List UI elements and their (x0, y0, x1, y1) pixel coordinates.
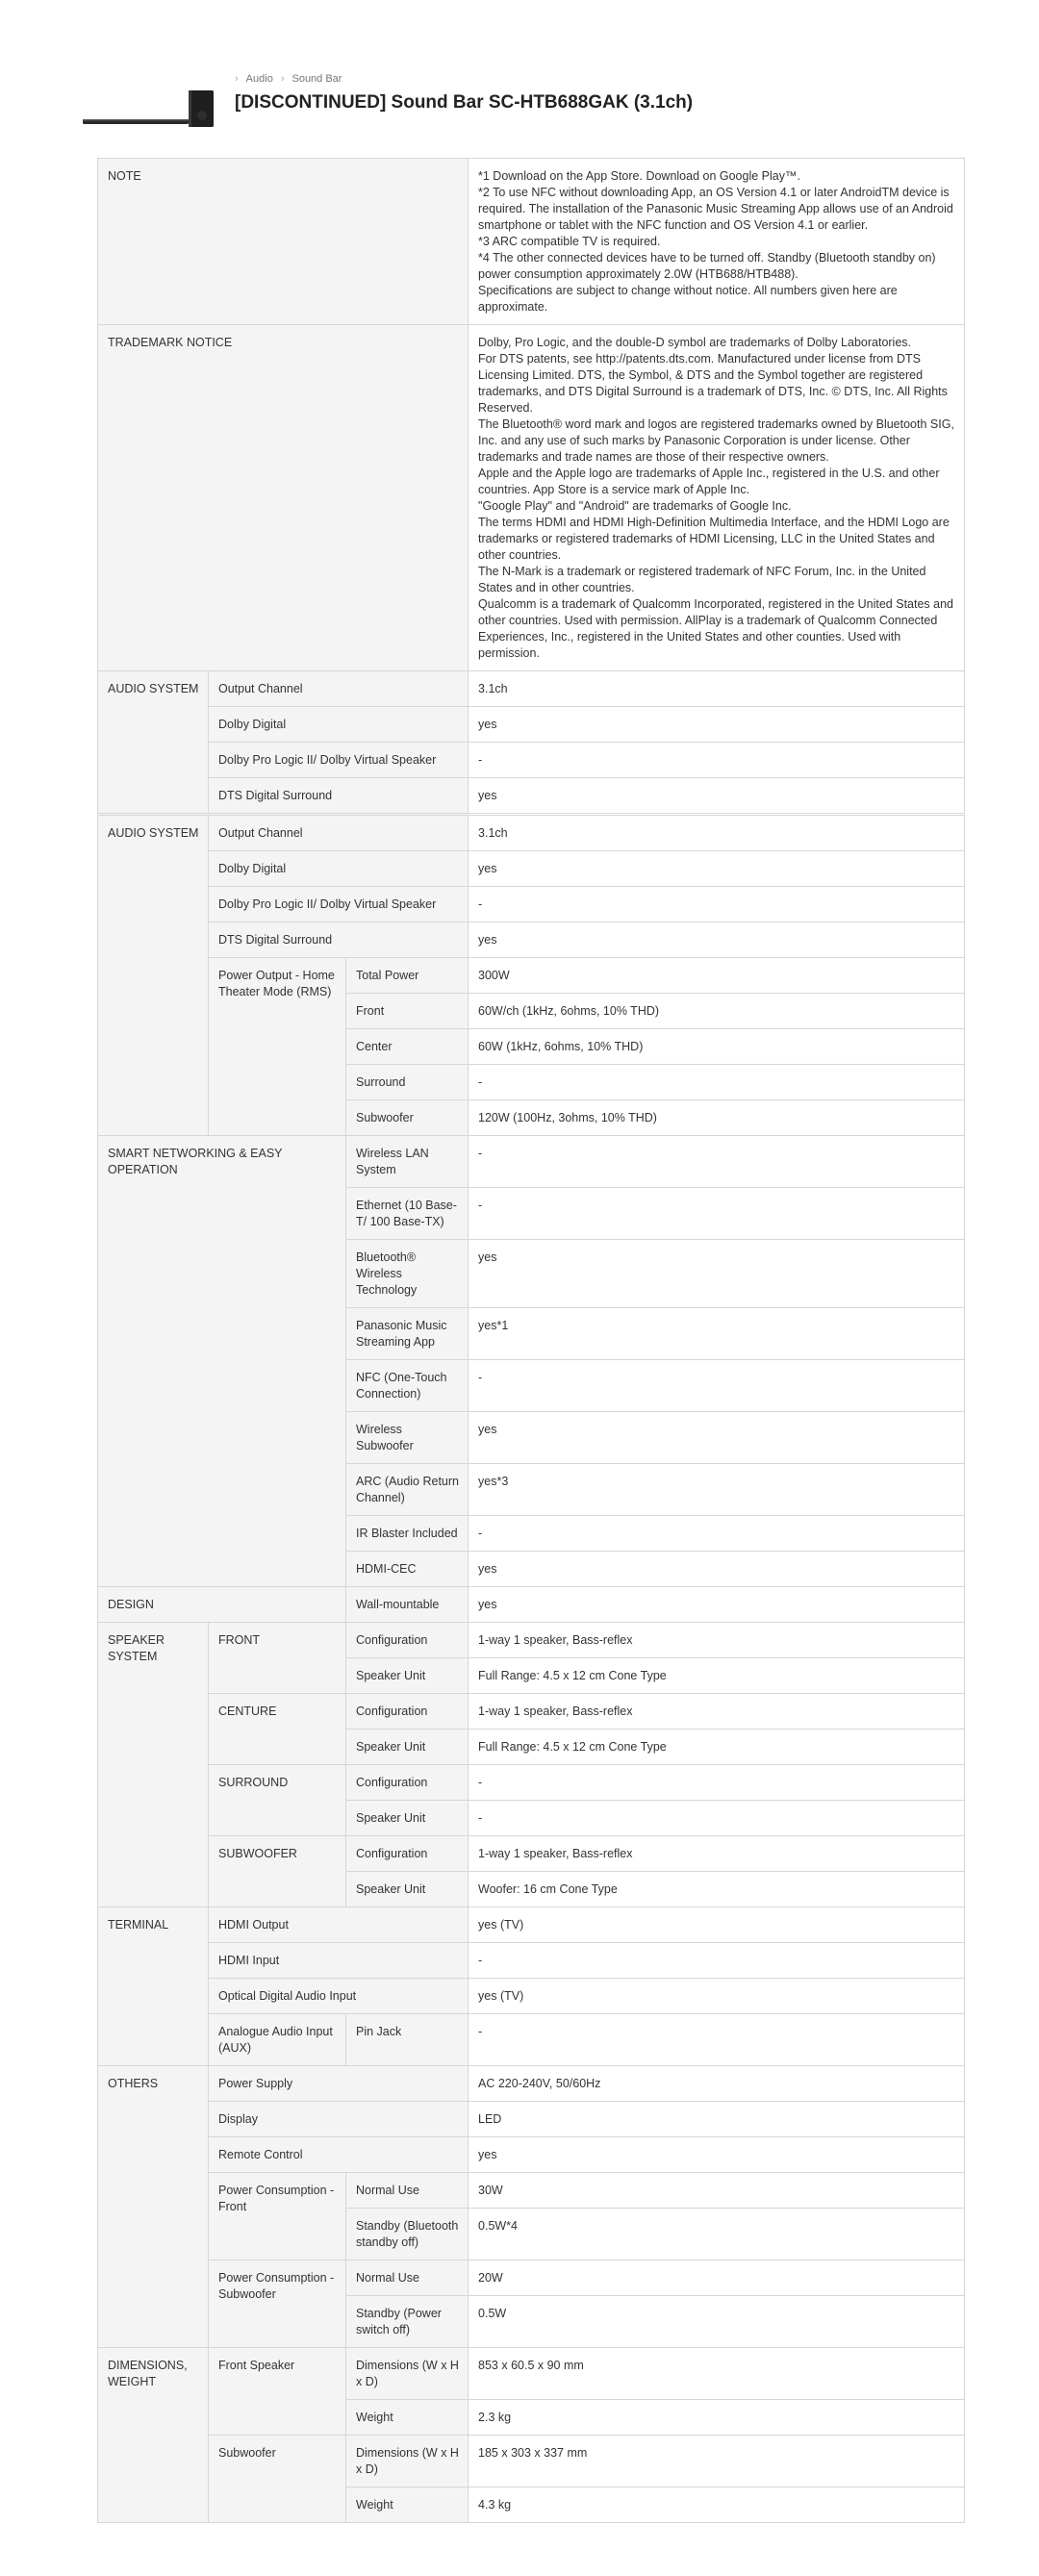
table-row (98, 2066, 965, 2102)
section-audio-system-2 (98, 815, 965, 1136)
row-label: Configuration (346, 1836, 469, 1872)
table-row (98, 1136, 965, 1188)
note-line: *3 ARC compatible TV is required. (478, 235, 661, 248)
trademark-line: "Google Play" and "Android" are trademarks of Google Inc. (478, 499, 792, 513)
table-row (98, 671, 965, 707)
row-value: - (469, 1765, 965, 1801)
row-value: - (469, 743, 965, 778)
row-value: 0.5W (469, 2296, 965, 2348)
subgroup-label: Power Output - Home Theater Mode (RMS) (209, 958, 346, 1136)
row-label: Configuration (346, 1765, 469, 1801)
note-value (469, 159, 965, 325)
row-label: Front (346, 994, 469, 1029)
row-value: 20W (469, 2260, 965, 2296)
row-value: yes (469, 851, 965, 887)
row-value: Woofer: 16 cm Cone Type (469, 1872, 965, 1907)
row-label: HDMI-CEC (346, 1552, 469, 1587)
table-row (98, 2260, 965, 2296)
row-label: Output Channel (209, 671, 469, 707)
section-terminal (98, 1907, 965, 2066)
table-row (98, 2137, 965, 2173)
row-value: yes (469, 1240, 965, 1308)
row-label: IR Blaster Included (346, 1516, 469, 1552)
row-value: - (469, 1188, 965, 1240)
subgroup-label: Subwoofer (209, 2436, 346, 2523)
table-row (98, 778, 965, 815)
row-value: 853 x 60.5 x 90 mm (469, 2348, 965, 2400)
trademark-line: Dolby, Pro Logic, and the double-D symbol are trademarks of Dolby Laboratories. (478, 336, 912, 349)
table-row (98, 1979, 965, 2014)
row-value: yes (469, 2137, 965, 2173)
row-value: - (469, 1136, 965, 1188)
row-label: Panasonic Music Streaming App (346, 1308, 469, 1360)
row-label: Weight (346, 2488, 469, 2523)
section-label: SMART NETWORKING & EASY OPERATION (98, 1136, 346, 1587)
section-label: SPEAKER SYSTEM (98, 1623, 209, 1907)
note-line: *4 The other connected devices have to be turned off. Standby (Bluetooth standby on) power consumption approximately 2.0W (HTB688/HTB488). (478, 251, 936, 281)
chevron-right-icon: › (235, 73, 239, 85)
table-row (98, 958, 965, 994)
row-value: - (469, 2014, 965, 2066)
row-value: LED (469, 2102, 965, 2137)
trademark-line: Qualcomm is a trademark of Qualcomm Incorporated, registered in the United States and other countries. Used with permission. AllPlay is a trademark of Qualcomm Connected Experiences, Inc., registered in the United States and other counties. Used with permission. (478, 597, 953, 660)
row-label: NFC (One-Touch Connection) (346, 1360, 469, 1412)
row-label: Speaker Unit (346, 1730, 469, 1765)
section-label: AUDIO SYSTEM (98, 671, 209, 815)
row-label: Configuration (346, 1694, 469, 1730)
chevron-right-icon: › (280, 73, 285, 85)
breadcrumb (235, 73, 342, 85)
row-label: Center (346, 1029, 469, 1065)
section-label: DIMENSIONS, WEIGHT (98, 2348, 209, 2523)
row-value: - (469, 1360, 965, 1412)
section-others (98, 2066, 965, 2348)
subgroup-label: CENTURE (209, 1694, 346, 1765)
row-value: yes (469, 922, 965, 958)
table-row (98, 2173, 965, 2209)
row-label: Optical Digital Audio Input (209, 1979, 469, 2014)
section-trademark (98, 325, 965, 671)
row-value: - (469, 1943, 965, 1979)
row-value: yes (469, 707, 965, 743)
row-label: Speaker Unit (346, 1872, 469, 1907)
section-label: DESIGN (98, 1587, 346, 1623)
soundbar-product-image (83, 87, 215, 131)
breadcrumb-audio-link[interactable]: Audio (245, 73, 273, 85)
row-value: 1-way 1 speaker, Bass-reflex (469, 1623, 965, 1658)
page-title: [DISCONTINUED] Sound Bar SC-HTB688GAK (3.1ch) (235, 92, 694, 113)
row-value: 185 x 303 x 337 mm (469, 2436, 965, 2488)
table-row (98, 1943, 965, 1979)
row-label: ARC (Audio Return Channel) (346, 1464, 469, 1516)
subgroup-label: Front Speaker (209, 2348, 346, 2436)
row-label: DTS Digital Surround (209, 778, 469, 815)
table-row (98, 815, 965, 851)
row-value: yes (469, 1587, 965, 1623)
table-row (98, 1907, 965, 1943)
row-value: 1-way 1 speaker, Bass-reflex (469, 1694, 965, 1730)
subgroup-label: SURROUND (209, 1765, 346, 1836)
row-label: Pin Jack (346, 2014, 469, 2066)
row-label: Dimensions (W x H x D) (346, 2348, 469, 2400)
section-design (98, 1587, 965, 1623)
row-label: Wireless LAN System (346, 1136, 469, 1188)
subgroup-label: Power Consumption - Subwoofer (209, 2260, 346, 2348)
subgroup-label: Power Consumption - Front (209, 2173, 346, 2260)
row-label: Normal Use (346, 2260, 469, 2296)
section-dimensions-weight (98, 2348, 965, 2523)
section-label: AUDIO SYSTEM (98, 815, 209, 1136)
row-value: - (469, 1801, 965, 1836)
table-row (98, 922, 965, 958)
row-label: Standby (Power switch off) (346, 2296, 469, 2348)
row-label: Weight (346, 2400, 469, 2436)
trademark-line: The terms HDMI and HDMI High-Definition Multimedia Interface, and the HDMI Logo are trademarks or registered trademarks of HDMI Licensing, LLC in the United States and other countries. (478, 516, 950, 562)
table-row (98, 159, 965, 325)
trademark-line: The N-Mark is a trademark or registered trademark of NFC Forum, Inc. in the United States and in other countries. (478, 565, 926, 594)
row-label: Ethernet (10 Base-T/ 100 Base-TX) (346, 1188, 469, 1240)
row-value: - (469, 1516, 965, 1552)
table-row (98, 325, 965, 671)
section-smart-networking (98, 1136, 965, 1587)
row-value: yes (469, 1412, 965, 1464)
trademark-label: TRADEMARK NOTICE (98, 325, 469, 671)
section-label: OTHERS (98, 2066, 209, 2348)
trademark-line: Apple and the Apple logo are trademarks of Apple Inc., registered in the U.S. and other countries. App Store is a service mark of Apple Inc. (478, 467, 940, 496)
row-label: Dolby Pro Logic II/ Dolby Virtual Speaker (209, 887, 469, 922)
table-row (98, 1836, 965, 1872)
table-row (98, 1623, 965, 1658)
row-label: Power Supply (209, 2066, 469, 2102)
row-value: 3.1ch (469, 671, 965, 707)
row-label: Output Channel (209, 815, 469, 851)
spec-table (97, 158, 965, 2523)
row-label: Normal Use (346, 2173, 469, 2209)
row-value: - (469, 1065, 965, 1100)
breadcrumb-soundbar-link[interactable]: Sound Bar (291, 73, 342, 85)
table-row (98, 743, 965, 778)
row-value: yes*1 (469, 1308, 965, 1360)
row-label: Display (209, 2102, 469, 2137)
row-value: 0.5W*4 (469, 2209, 965, 2260)
note-line: Specifications are subject to change without notice. All numbers given here are approximate. (478, 284, 898, 314)
row-label: Subwoofer (346, 1100, 469, 1136)
row-label: HDMI Input (209, 1943, 469, 1979)
row-value: 300W (469, 958, 965, 994)
row-value: Full Range: 4.5 x 12 cm Cone Type (469, 1730, 965, 1765)
table-row (98, 707, 965, 743)
row-value: yes (469, 1552, 965, 1587)
row-label: Dolby Pro Logic II/ Dolby Virtual Speaker (209, 743, 469, 778)
row-value: 60W (1kHz, 6ohms, 10% THD) (469, 1029, 965, 1065)
table-row (98, 851, 965, 887)
row-label: Wall-mountable (346, 1587, 469, 1623)
row-label: Dolby Digital (209, 707, 469, 743)
row-label: Total Power (346, 958, 469, 994)
note-line: *2 To use NFC without downloading App, an OS Version 4.1 or later AndroidTM device is required. The installation of the Panasonic Music Streaming App allows use of an Android smartphone or tablet with the NFC function and OS Version 4.1 or earlier. (478, 186, 953, 232)
row-label: DTS Digital Surround (209, 922, 469, 958)
note-label: NOTE (98, 159, 469, 325)
row-label: HDMI Output (209, 1907, 469, 1943)
section-note (98, 159, 965, 325)
table-row (98, 2436, 965, 2488)
subgroup-label: SUBWOOFER (209, 1836, 346, 1907)
table-row (98, 1587, 965, 1623)
subgroup-label: Analogue Audio Input (AUX) (209, 2014, 346, 2066)
row-value: 120W (100Hz, 3ohms, 10% THD) (469, 1100, 965, 1136)
row-label: Wireless Subwoofer (346, 1412, 469, 1464)
subgroup-label: FRONT (209, 1623, 346, 1694)
section-label: TERMINAL (98, 1907, 209, 2066)
row-label: Bluetooth® Wireless Technology (346, 1240, 469, 1308)
row-value: 30W (469, 2173, 965, 2209)
row-value: yes (469, 778, 965, 815)
row-value: yes (TV) (469, 1979, 965, 2014)
page-header (0, 0, 1039, 144)
row-label: Standby (Bluetooth standby off) (346, 2209, 469, 2260)
table-row (98, 2014, 965, 2066)
row-value: AC 220-240V, 50/60Hz (469, 2066, 965, 2102)
row-label: Dimensions (W x H x D) (346, 2436, 469, 2488)
section-speaker-system (98, 1623, 965, 1907)
row-value: yes (TV) (469, 1907, 965, 1943)
row-value: 3.1ch (469, 815, 965, 851)
row-label: Surround (346, 1065, 469, 1100)
row-value: 4.3 kg (469, 2488, 965, 2523)
row-value: - (469, 887, 965, 922)
trademark-line: For DTS patents, see http://patents.dts.com. Manufactured under license from DTS Licensing Limited. DTS, the Symbol, & DTS and the Symbol together are registered trademarks, and DTS Digital Surround is a trademark of DTS, Inc. © DTS, Inc. All Rights Reserved. (478, 352, 948, 415)
row-label: Speaker Unit (346, 1801, 469, 1836)
row-value: 1-way 1 speaker, Bass-reflex (469, 1836, 965, 1872)
table-row (98, 2102, 965, 2137)
row-label: Dolby Digital (209, 851, 469, 887)
table-row (98, 1694, 965, 1730)
trademark-line: The Bluetooth® word mark and logos are registered trademarks owned by Bluetooth SIG, Inc. and any use of such marks by Panasonic Corporation is under license. Other trademarks and trade names are those of their respective owners. (478, 417, 954, 464)
table-row (98, 887, 965, 922)
row-label: Remote Control (209, 2137, 469, 2173)
table-row (98, 2348, 965, 2400)
trademark-value (469, 325, 965, 671)
section-audio-system-1 (98, 671, 965, 815)
row-value: yes*3 (469, 1464, 965, 1516)
row-value: 60W/ch (1kHz, 6ohms, 10% THD) (469, 994, 965, 1029)
row-label: Configuration (346, 1623, 469, 1658)
row-value: Full Range: 4.5 x 12 cm Cone Type (469, 1658, 965, 1694)
row-value: 2.3 kg (469, 2400, 965, 2436)
row-label: Speaker Unit (346, 1658, 469, 1694)
note-line: *1 Download on the App Store. Download on Google Play™. (478, 169, 800, 183)
table-row (98, 1765, 965, 1801)
